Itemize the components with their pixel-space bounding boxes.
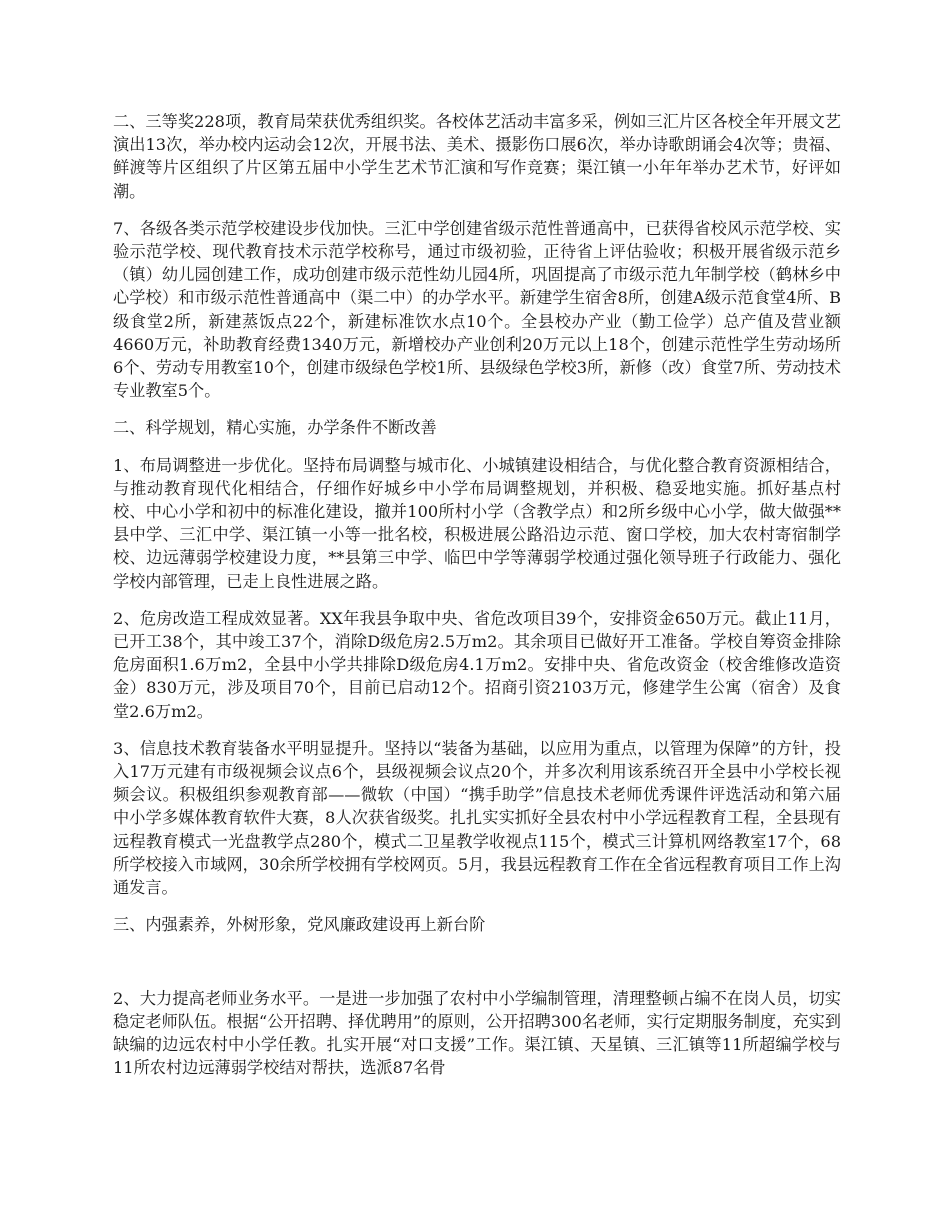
section-heading-planning: 二、科学规划，精心实施，办学条件不断改善 bbox=[113, 418, 437, 438]
blank-gap bbox=[113, 951, 841, 987]
paragraph-layout-adjustment: 1、布局调整进一步优化。坚持布局调整与城市化、小城镇建设相结合，与优化整合教育资源相结合，与推动教育现代化相结合，仔细作好城乡中小学布局调整规划，并积极、稳妥地实施。抓好基点村校、中心小学和初中的标准化建设，撤并100所村小学（含教学点）和2所乡级中心小学，做大做强**县中学、三汇中学、渠江镇一小等一批名校，积极进展公路沿边示范、窗口学校，加大农村寄宿制学校、边远薄弱学校建设力度，**县第三中学、临巴中学等薄弱学校通过强化领导班子行政能力、强化学校内部管理，已走上良性进展之路。 bbox=[113, 455, 841, 591]
paragraph-awards: 二、三等奖228项，教育局荣获优秀组织奖。各校体艺活动丰富多采，例如三汇片区各校全年开展文艺演出13次，举办校内运动会12次，开展书法、美术、摄影伤口展6次，举办诗歌朗诵会4次等；贵福、鲜渡等片区组织了片区第五届中小学生艺术节汇演和写作竞赛；渠江镇一小年年举办艺术节，好评如潮。 bbox=[113, 112, 841, 201]
paragraph-model-schools: 7、各级各类示范学校建设步伐加快。三汇中学创建省级示范性普通高中，已获得省校风示范学校、实验示范学校、现代教育技术示范学校称号，通过市级初验，正待省上评估验收；积极开展省级示范乡（镇）幼儿园创建工作，成功创建市级示范性幼儿园4所，巩固提高了市级示范九年制学校（鹤林乡中心学校）和市级示范性普通高中（渠二中）的办学水平。新建学生宿舍8所，创建A级示范食堂4所、B级食堂2所，新建蒸饭点22个，新建标准饮水点10个。全县校办产业（勤工俭学）总产值及营业额4660万元，补助教育经费1340万元，新增校办产业创利20万元以上18个，创建示范性学生劳动场所6个、劳动专用教室10个，创建市级绿色学校1所、县级绿色学校3所，新修（改）食堂7所、劳动技术专业教室5个。 bbox=[113, 218, 841, 401]
paragraph-dangerous-buildings: 2、危房改造工程成效显著。XX年我县争取中央、省危改项目39个，安排资金650万元。截止11月，已开工38个，其中竣工37个，消除D级危房2.5万m2。其余项目已做好开工准备。学校自筹资金排除危房面积1.6万m2，全县中小学共排除D级危房4.1万m2。安排中央、省危改资金（校舍维修改造资金）830万元，涉及项目70个，目前已启动12个。招商引资2103万元，修建学生公寓（宿舍）及食堂2.6万m2。 bbox=[113, 608, 841, 721]
paragraph-it-education: 3、信息技术教育装备水平明显提升。坚持以“装备为基础，以应用为重点，以管理为保障”的方针，投入17万元建有市级视频会议点6个，县级视频会议点20个，并多次利用该系统召开全县中小学校长视频会议。积极组织参观教育部——微软（中国）“携手助学”信息技术老师优秀课件评选活动和第六届中小学多媒体教育软件大赛，8人次获省级奖。扎扎实实抓好全县农村中小学远程教育工程，全县现有远程教育模式一光盘教学点280个，模式二卫星教学收视点115个，模式三计算机网络教室17个，68所学校接入市域网，30余所学校拥有学校网页。5月，我县远程教育工作在全省远程教育项目工作上沟通发言。 bbox=[113, 738, 841, 898]
paragraph-teacher-quality: 2、大力提高老师业务水平。一是进一步加强了农村中小学编制管理，清理整顿占编不在岗人员，切实稳定老师队伍。根据“公开招聘、择优聘用”的原则，公开招聘300名老师，实行定期服务制度，充实到缺编的边远农村中小学任教。扎实开展“对口支援”工作。渠江镇、天星镇、三汇镇等11所超编学校与11所农村边远薄弱学校结对帮扶，选派87名骨 bbox=[113, 988, 841, 1078]
section-heading-integrity: 三、内强素养，外树形象，党风廉政建设再上新台阶 bbox=[113, 915, 486, 935]
document-page bbox=[113, 110, 841, 1093]
